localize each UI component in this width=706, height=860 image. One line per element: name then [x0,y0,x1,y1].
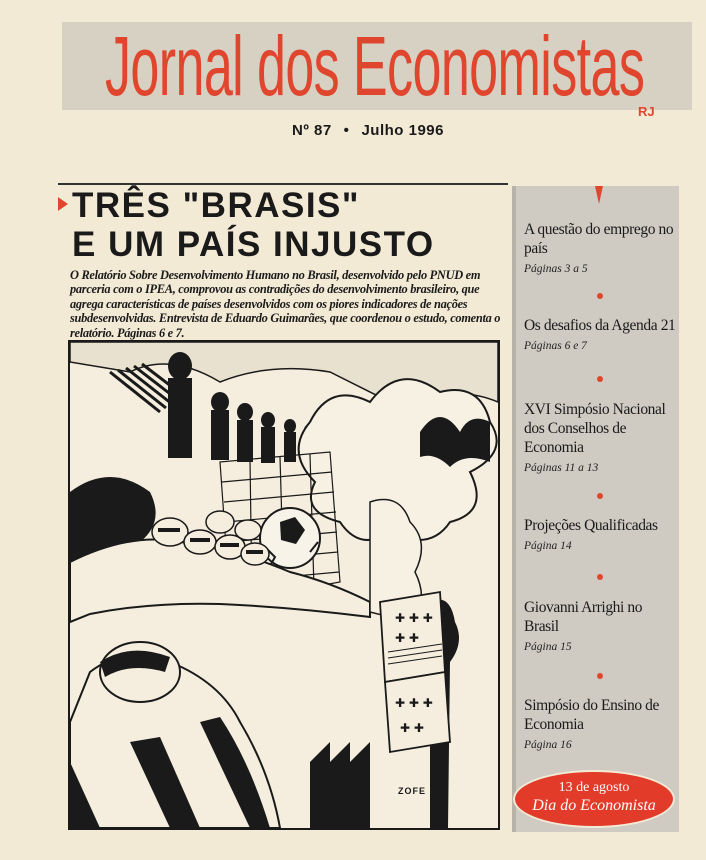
newspaper-title: Jornal dos Economistas [105,19,645,113]
badge-label: Dia do Economista [532,797,656,814]
sidebar-item-pages: Página 16 [524,739,572,751]
main-headline[interactable] [72,186,512,264]
sidebar-item-pages: Páginas 3 a 5 [524,263,588,275]
svg-text:✚ ✚ ✚: ✚ ✚ ✚ [395,696,433,710]
region-label: RJ [638,104,655,119]
bullet-dot-icon [597,376,603,382]
issue-info [292,122,444,139]
sidebar-item-emprego[interactable] [524,220,680,275]
sidebar-item-pages: Páginas 11 a 13 [524,462,599,474]
separator-dot: • [343,122,350,139]
issue-number: Nº 87 [292,122,332,139]
sidebar-item-arrighi[interactable] [524,598,680,653]
sidebar-item-title: Projeções Qualificadas [524,517,658,534]
badge-date: 13 de agosto [558,780,630,795]
sidebar-item-ensino[interactable] [524,696,680,751]
sidebar-item-title: A questão do emprego no país [524,221,674,257]
bullet-dot-icon [597,493,603,499]
svg-text:✚ ✚: ✚ ✚ [395,631,419,645]
lead-paragraph: O Relatório Sobre Desenvolvimento Humano no Brasil, desenvolvido pelo PNUD em parceria com o IPEA, comprovou as contradições do desenvolvimento brasileiro, que agrega características de países desenvolvidos com os piores indicadores de nações subdesenvolvidas. Entrevista de Eduardo Guimarães, que coordenou o estudo, comenta o relatório. Páginas 6 e 7. [70,268,501,340]
sidebar-item-pages: Páginas 6 e 7 [524,340,587,352]
headline-line-2: E UM PAÍS INJUSTO [72,225,435,264]
sidebar-item-projecoes[interactable] [524,516,680,552]
sidebar-notch-icon [595,186,603,204]
svg-text:✚ ✚: ✚ ✚ [400,721,424,735]
top-rule [58,183,508,185]
sidebar-item-agenda21[interactable] [524,316,680,352]
sidebar-item-pages: Página 15 [524,641,572,653]
svg-text:✚ ✚ ✚: ✚ ✚ ✚ [395,611,433,625]
issue-date: Julho 1996 [361,122,444,139]
sidebar-item-title: Giovanni Arrighi no Brasil [524,599,643,635]
contents-sidebar [512,186,679,832]
bullet-dot-icon [597,574,603,580]
headline-line-1: TRÊS "BRASIS" [72,186,360,225]
bullet-dot-icon [597,293,603,299]
headline-arrow-icon [58,197,68,211]
artist-signature: ZOFE [398,786,426,796]
sidebar-item-pages: Página 14 [524,540,572,552]
cover-illustration [68,340,500,830]
illustration-drawing [70,342,498,828]
sidebar-item-title: Simpósio do Ensino de Economia [524,697,659,733]
economist-day-badge [513,770,675,828]
sidebar-item-title: XVI Simpósio Nacional dos Conselhos de Economia [524,401,666,456]
bullet-dot-icon [597,673,603,679]
sidebar-item-title: Os desafios da Agenda 21 [524,317,676,334]
sidebar-item-simposio-nacional[interactable] [524,400,680,474]
